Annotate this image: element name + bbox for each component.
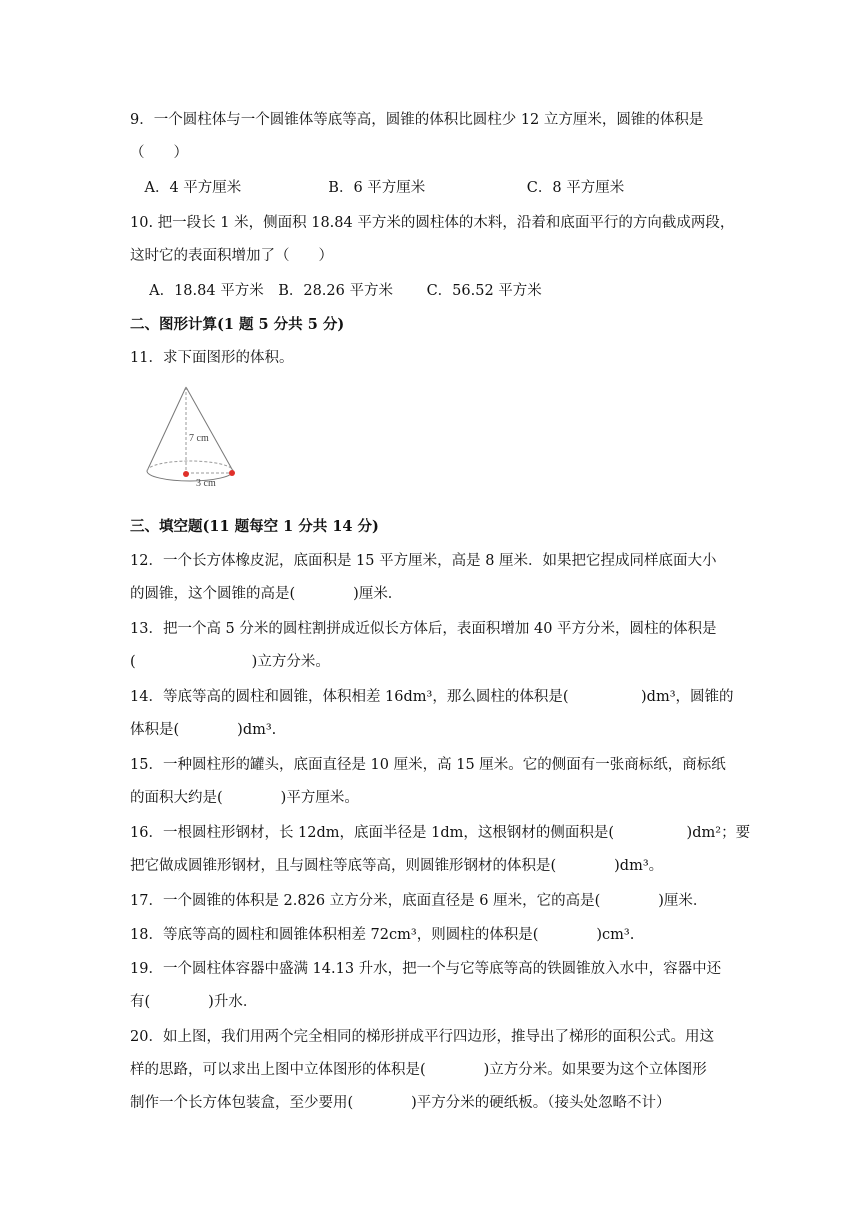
- question-19-line1: 19．一个圆柱体容器中盛满 14.13 升水，把一个与它等底等高的铁圆锥放入水中，容器中还: [130, 961, 722, 977]
- question-18: 18．等底等高的圆柱和圆锥体积相差 72cm³，则圆柱的体积是( )cm³.: [130, 927, 635, 943]
- question-12-line1: 12．一个长方体橡皮泥，底面积是 15 平方厘米，高是 8 厘米．如果把它捏成同样底面大小: [130, 553, 717, 569]
- question-9-text: 9．一个圆柱体与一个圆锥体等底等高，圆锥的体积比圆柱少 12 立方厘米，圆锥的体积是: [130, 112, 704, 128]
- question-15-line1: 15．一种圆柱形的罐头，底面直径是 10 厘米，高 15 厘米。它的侧面有一张商标纸，商标纸: [130, 757, 726, 773]
- question-14-line2: 体积是( )dm³.: [130, 722, 277, 738]
- question-20-line1: 20．如上图，我们用两个完全相同的梯形拼成平行四边形，推导出了梯形的面积公式。用这: [130, 1029, 714, 1045]
- height-label: 7 cm: [189, 433, 209, 444]
- cone-right-edge: [186, 387, 233, 471]
- section-heading-2: 二、图形计算(1 题 5 分共 5 分): [130, 316, 345, 333]
- question-20-line3: 制作一个长方体包装盒，至少要用( )平方分米的硬纸板。（接头处忽略不计）: [130, 1095, 671, 1111]
- question-16-line1: 16．一根圆柱形钢材，长 12dm，底面半径是 1dm，这根钢材的侧面积是( )dm²；要: [130, 825, 751, 841]
- question-13-line2: ( )立方分米。: [130, 654, 330, 670]
- cone-left-edge: [147, 387, 186, 471]
- question-19-line2: 有( )升水．: [130, 994, 258, 1010]
- cone-diagram: [143, 383, 248, 493]
- question-10-options: A．18.84 平方米 B．28.26 平方米 C．56.52 平方米: [130, 283, 542, 299]
- question-12-line2: 的圆锥，这个圆锥的高是( )厘米．: [130, 586, 403, 602]
- cone-base-front: [147, 471, 233, 481]
- base-label: 3 cm: [196, 478, 216, 489]
- question-9-answer-blank: （ ）: [130, 145, 188, 161]
- question-14-line1: 14．等底等高的圆柱和圆锥，体积相差 16dm³，那么圆柱的体积是( )dm³，圆锥的: [130, 689, 734, 705]
- question-16-line2: 把它做成圆锥形钢材，且与圆柱等底等高，则圆锥形钢材的体积是( )dm³。: [130, 858, 664, 874]
- cone-figure: [143, 383, 248, 493]
- cone-base-back: [147, 461, 233, 471]
- question-17: 17．一个圆锥的体积是 2.826 立方分米，底面直径是 6 厘米，它的高是( )厘米．: [130, 893, 708, 909]
- question-20-line2: 样的思路，可以求出上图中立体图形的体积是( )立方分米。如果要为这个立体图形: [130, 1062, 707, 1078]
- question-9-options: A．4 平方厘米 B．6 平方厘米 C．8 平方厘米: [130, 180, 625, 196]
- question-10-text-line1: 10. 把一段长 1 米，侧面积 18.84 平方米的圆柱体的木料，沿着和底面平行的方向截成两段，: [130, 215, 735, 231]
- center-marker: [183, 471, 189, 477]
- question-13-line1: 13．把一个高 5 分米的圆柱割拼成近似长方体后，表面积增加 40 平方分米，圆柱的体积是: [130, 621, 717, 637]
- question-10-text-line2: 这时它的表面积增加了（ ）: [130, 248, 333, 264]
- section-heading-3: 三、填空题(11 题每空 1 分共 14 分): [130, 518, 379, 535]
- question-11-text: 11．求下面图形的体积。: [130, 350, 294, 366]
- question-15-line2: 的面积大约是( )平方厘米。: [130, 790, 359, 806]
- edge-marker: [229, 470, 235, 476]
